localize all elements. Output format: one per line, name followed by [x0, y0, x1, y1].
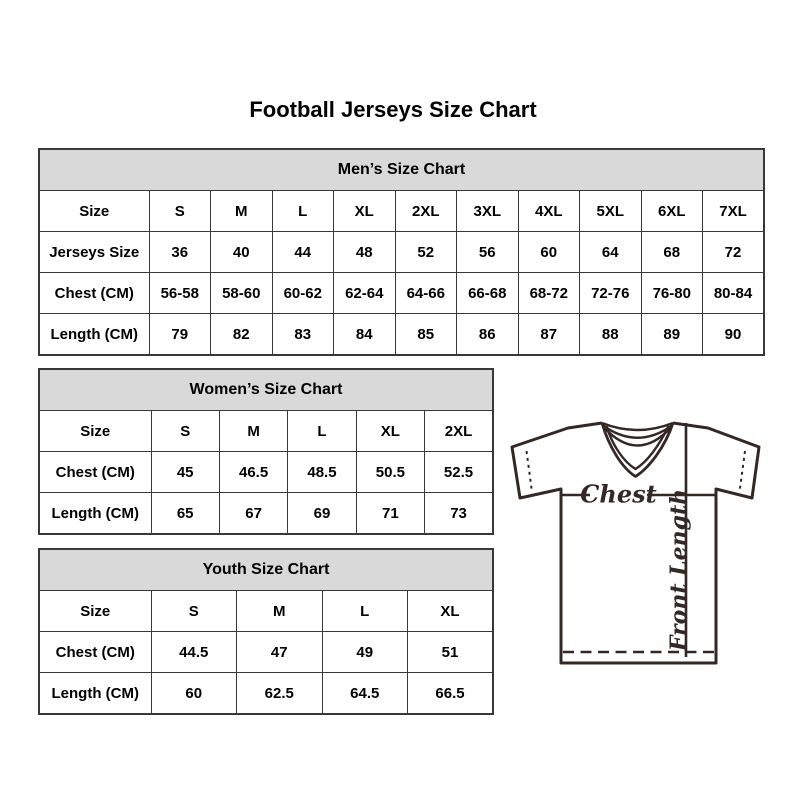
page-title: Football Jerseys Size Chart [249, 97, 537, 122]
row-label: Chest (CM) [39, 273, 149, 314]
cell: 69 [288, 493, 356, 535]
cell: XL [334, 191, 396, 232]
cuff-dashed-line-left [527, 451, 533, 492]
cell: S [151, 591, 237, 632]
table-row [39, 452, 493, 493]
table-row [39, 493, 493, 535]
row-label: Size [39, 411, 151, 452]
cell: 72 [703, 232, 765, 273]
cell: 64 [580, 232, 642, 273]
cell: M [237, 591, 323, 632]
cell: XL [408, 591, 494, 632]
row-label: Chest (CM) [39, 452, 151, 493]
cell: 2XL [425, 411, 493, 452]
table-title: Women’s Size Chart [39, 369, 493, 411]
cell: 48.5 [288, 452, 356, 493]
row-label: Length (CM) [39, 673, 151, 715]
cell: 52 [395, 232, 457, 273]
cell: 6XL [641, 191, 703, 232]
cell: 56 [457, 232, 519, 273]
cuff-dashed-line-right [740, 451, 746, 492]
table-row [39, 314, 764, 356]
cell: 56-58 [149, 273, 211, 314]
cell: 79 [149, 314, 211, 356]
cell: 60 [151, 673, 237, 715]
cell: 64-66 [395, 273, 457, 314]
cell: 50.5 [356, 452, 424, 493]
womens-size-table [38, 368, 494, 535]
cell: 88 [580, 314, 642, 356]
cell: 5XL [580, 191, 642, 232]
cell: 66.5 [408, 673, 494, 715]
table-row [39, 369, 493, 411]
table-row [39, 411, 493, 452]
cell: L [272, 191, 334, 232]
cell: 71 [356, 493, 424, 535]
youth-size-table [38, 548, 494, 715]
cell: 2XL [395, 191, 457, 232]
cell: 45 [151, 452, 219, 493]
row-label: Jerseys Size [39, 232, 149, 273]
cell: 36 [149, 232, 211, 273]
table-row [39, 673, 493, 715]
cell: 40 [211, 232, 273, 273]
cell: 83 [272, 314, 334, 356]
cell: M [211, 191, 273, 232]
table-row [39, 149, 764, 191]
cell: 44.5 [151, 632, 237, 673]
table-row [39, 232, 764, 273]
cell: 52.5 [425, 452, 493, 493]
cell: 51 [408, 632, 494, 673]
row-label: Chest (CM) [39, 632, 151, 673]
cell: 73 [425, 493, 493, 535]
cell: M [219, 411, 287, 452]
row-label: Length (CM) [39, 493, 151, 535]
cell: 72-76 [580, 273, 642, 314]
cell: S [151, 411, 219, 452]
cell: 68 [641, 232, 703, 273]
table-title: Youth Size Chart [39, 549, 493, 591]
cell: 62.5 [237, 673, 323, 715]
cell: 60-62 [272, 273, 334, 314]
cell: L [322, 591, 408, 632]
mens-size-table [38, 148, 765, 356]
row-label: Size [39, 591, 151, 632]
cell: S [149, 191, 211, 232]
jersey-diagram [495, 400, 775, 680]
cell: 66-68 [457, 273, 519, 314]
cell: 82 [211, 314, 273, 356]
cell: 49 [322, 632, 408, 673]
cell: 89 [641, 314, 703, 356]
cell: 3XL [457, 191, 519, 232]
row-label: Size [39, 191, 149, 232]
cell: 85 [395, 314, 457, 356]
table-row [39, 591, 493, 632]
cell: 80-84 [703, 273, 765, 314]
table-title: Men’s Size Chart [39, 149, 764, 191]
front-length-label: Front Length [666, 488, 692, 652]
cell: L [288, 411, 356, 452]
cell: 64.5 [322, 673, 408, 715]
chest-label: Chest [580, 479, 657, 509]
cell: 84 [334, 314, 396, 356]
cell: 65 [151, 493, 219, 535]
row-label: Length (CM) [39, 314, 149, 356]
cell: 68-72 [518, 273, 580, 314]
cell: 46.5 [219, 452, 287, 493]
cell: 87 [518, 314, 580, 356]
table-row [39, 549, 493, 591]
cell: 44 [272, 232, 334, 273]
table-row [39, 191, 764, 232]
table-row [39, 273, 764, 314]
cell: 47 [237, 632, 323, 673]
cell: XL [356, 411, 424, 452]
table-row [39, 632, 493, 673]
cell: 7XL [703, 191, 765, 232]
cell: 90 [703, 314, 765, 356]
cell: 86 [457, 314, 519, 356]
cell: 76-80 [641, 273, 703, 314]
jersey-outline [512, 423, 759, 663]
cell: 60 [518, 232, 580, 273]
cell: 67 [219, 493, 287, 535]
cell: 4XL [518, 191, 580, 232]
cell: 48 [334, 232, 396, 273]
cell: 62-64 [334, 273, 396, 314]
cell: 58-60 [211, 273, 273, 314]
